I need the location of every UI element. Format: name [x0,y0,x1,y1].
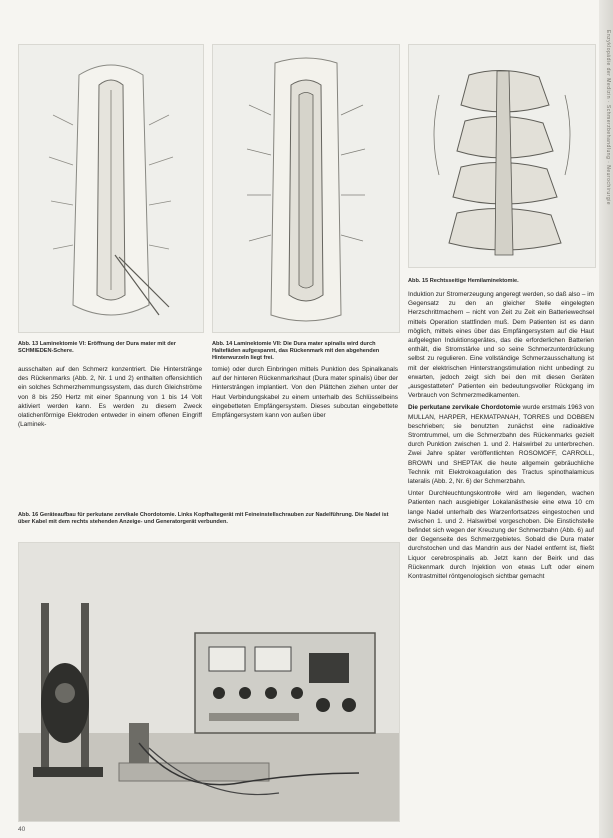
column-2-text [212,365,398,505]
hemilaminectomy-vertebrae-illustration [409,45,595,267]
paragraph-chordotomy-history [408,403,594,486]
figure-13-image [18,44,204,333]
paragraph-electrode-implant-b: tomie) oder durch Einbringen mittels Punktion des Spinalkanals auf der hinteren Rückenmarkshaut (Dura mater spinalis) über der Hintersträngen implantiert. Von den Plättchen ziehen unter der Haut Verbindungskabel zu einem unterhalb des Schlüsselbeins eingebetteten Empfängersystem. Dieses subcutan eingebettete Empfängersystem kann von außen über [212,366,398,420]
page-number: 40 [18,826,26,833]
paragraph-induction: Induktion zur Stromerzeugung angeregt werden, so daß also – im Gegensatz zu den an gleicher Stelle eingelegten Herzschrittmachern – nicht von Zeit zu Zeit ein Batteriewechsel mittels Operation stattfinden muß. Dem Patienten ist es dann möglich, mittels eines über das Empfängersystem auf die Haut aufgelegten Induktionsgerätes, das die erforderlichen Batterien enthält, die Stromstärke und so seine Schmerzunterdrückung selbst zu regulieren. Eine vollständige Schmerzausschaltung ist mit der elektrischen Hinterstrangstimulation nicht unbedingt zu erwarten, jedoch zeigt sich bei den mit diesen Geräten „ausgestatteten" Patienten ein bedeutungsvoller Rückgang im Verbrauch von Schmerzmedikamenten. [408,291,594,400]
figure-13-caption: Abb. 13 Laminektomie VI: Eröffnung der Dura mater mit der SCHMIEDEN-Schere. [18,341,176,355]
figure-15-caption: Abb. 15 Rechtsseitige Hemilaminektomie. [408,278,519,284]
figure-15-image [408,44,596,268]
column-3-text [408,290,594,830]
paragraph-chordotomy-history-text: wurde erstmals 1963 von MULLAN, HARPER, HEKMATPANAH, TORRES und DOBBEN beschrieben; sie benutzten zunächst eine radioaktive Stromtrummel, um die Schmerzbahn des Rückenmarks gezielt durch Punktion zwischen 1. und 2. Halswirbel zu unterbrechen. Zwei Jahre später veröffentlichten ROSOMOFF, CARROLL, BROWN und SHEPTAK die heute allgemein gebräuchliche Technik mit Elektrokoagulation des Tractus spinothalamicus lateralis (Abb. 2, Nr. 6) der Schmerzbahn. [408,404,594,486]
laminectomy-dura-opening-illustration [19,45,203,332]
figure-14-image [212,44,400,333]
paragraph-electrode-implant-a: ausschalten auf den Schmerz konzentriert. Die Hinterstränge des Rückenmarks (Abb. 2, Nr. 1 und 2) enthalten offensichtlich ein solches Schmerzhemmungssystem, das durch Gleichströme von 8 bis 250 Hertz mit einer Spannung von 1 bis 14 Volt aktiviert werden kann. Es werden zu diesem Zweck olatichenförmige Elektroden entweder in einem offenen Eingriff (Laminek- [18,366,202,429]
dura-retracted-spinal-cord-illustration [213,45,399,332]
page-edge-text: Enzyklopädie der Medizin · Schmerzbehandlung · Neurochirurgie [605,30,611,206]
section-heading-chordotomy: Die perkutane zervikale Chordotomie [408,404,521,412]
figure-14-caption: Abb. 14 Laminektomie VII: Die Dura mater spinalis wird durch Haltefäden aufgespannt, das Rückenmark mit den abgehenden Hinterwurzeln liegt frei. [212,341,380,362]
chordotomy-equipment-photo [19,543,399,821]
figure-16-caption: Abb. 16 Geräteaufbau für perkutane zervikale Chordotomie. Links Kopfhaltegerät mit Feineinstellschrauben zur Nadelführung. Die Nadel ist über Kabel mit dem rechts stehenden Anzeige- und Generatorgerät verbunden. [18,512,389,526]
figure-16-photo [18,542,400,822]
paragraph-procedure: Unter Durchleuchtungskontrolle wird am liegenden, wachen Patienten nach ausgiebiger Lokalanästhesie eine etwa 10 cm lange Nadel unterhalb des Warzenfortsatzes eingestochen und zwischen 1. und 2. Halswirbel vorgeschoben. Die Einstichstelle befindet sich wegen der Kreuzung der Schmerzbahn (Abb. 6) auf der Gegenseite des Schmerzgebietes. Sobald die Dura mater durchstochen und das Mandrin aus der Nadel entfernt ist, fließt Liquor cerebrospinalis ab. Jetzt kann der Beirk und das Rückenmark durch Injektion von etwas Luft oder einem Kontrastmittel röntgenologisch sichtbar gemacht [408,490,594,581]
column-1-text [18,365,202,505]
